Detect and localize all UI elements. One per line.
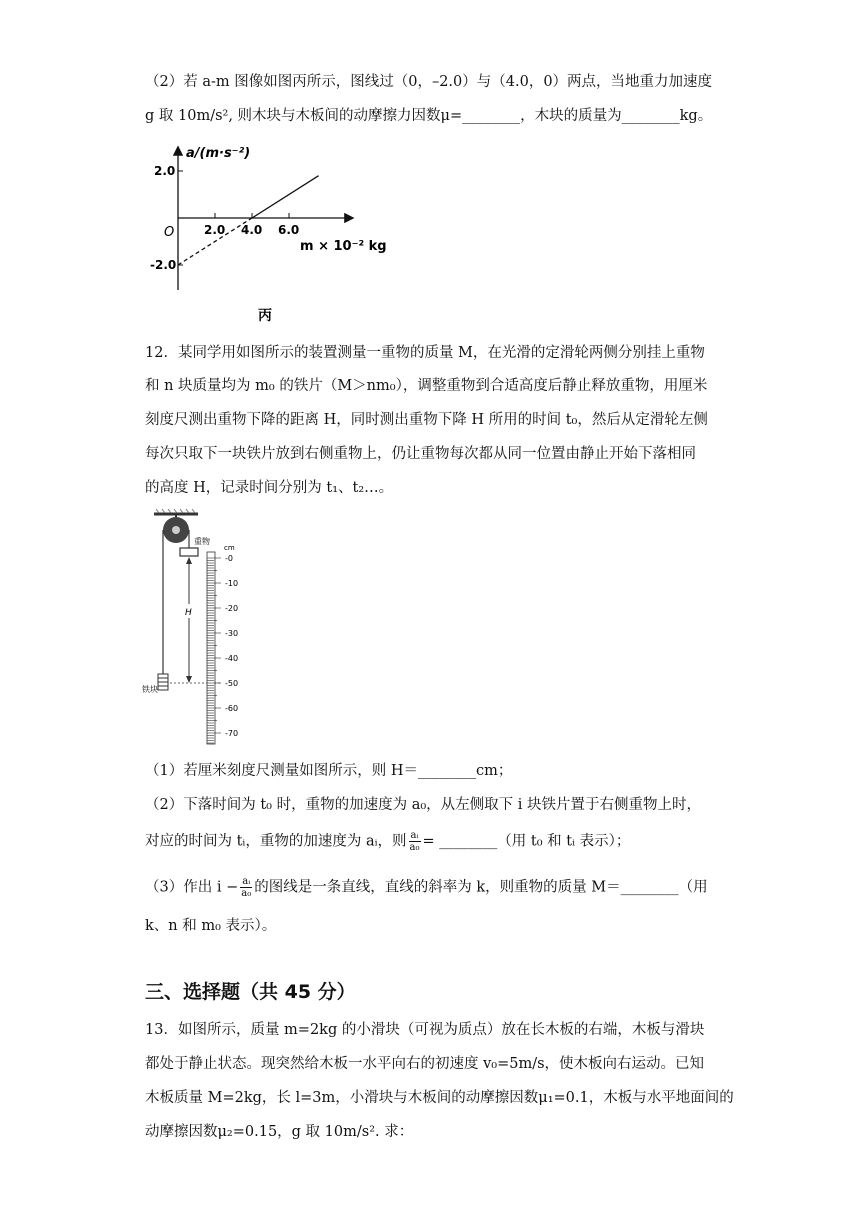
x-tick-label-1: 4.0 <box>241 223 263 237</box>
solid-segment <box>252 176 319 218</box>
x-axis-label: m × 10⁻² kg <box>300 239 387 254</box>
q12-part3-line1: （3）作出 i − $\frac{\text{aᵢ}}{\text{a₀}}$ 的图线是一条直线，直线的斜率为 k，则重物的质量 M＝________（用 <box>145 876 708 899</box>
iron-label: 铁块 <box>142 685 158 694</box>
weight-block <box>180 548 198 556</box>
y-tick-label-1: -2.0 <box>150 258 177 272</box>
q12-line5: 的高度 H，记录时间分别为 t₁、t₂…。 <box>145 480 394 496</box>
weight-label: 重物 <box>194 537 210 546</box>
q11-part2-line1: （2）若 a-m 图像如图丙所示，图线过（0，–2.0）与（4.0，0）两点，当地重力加速度 <box>145 74 713 90</box>
ruler-tick-label-3: -30 <box>225 629 239 638</box>
apparatus-figure <box>140 508 250 748</box>
origin-label: O <box>164 225 175 240</box>
q13-line3: 木板质量 M=2kg，长 l=3m，小滑块与木板间的动摩擦因数μ₁=0.1，木板与水平地面间的 <box>145 1090 734 1106</box>
q13-line4: 动摩擦因数μ₂=0.15，g 取 10m/s². 求： <box>145 1124 414 1140</box>
section-title: 三、选择题（共 45 分） <box>145 981 356 1003</box>
q12-part2-line1: （2）下落时间为 t₀ 时，重物的加速度为 a₀，从左侧取下 i 块铁片置于右侧重物上时， <box>145 797 702 813</box>
q12-line2: 和 n 块质量均为 m₀ 的铁片（M＞nm₀），调整重物到合适高度后静止释放重物，用厘米 <box>145 378 708 394</box>
q13-line1: 13．如图所示，质量 m=2kg 的小滑块（可视为质点）放在长木板的右端，木板与滑块 <box>145 1022 705 1038</box>
h-label: H <box>185 608 192 618</box>
ruler-tick-label-7: -70 <box>225 729 239 738</box>
unit-label: cm <box>224 544 235 552</box>
ruler-tick-label-1: -10 <box>225 579 239 588</box>
q12-part2-line2: 对应的时间为 tᵢ，重物的加速度为 aᵢ，则 $\frac{\text{aᵢ}}{\text{a₀}}$ = ________（用 t₀ 和 tᵢ 表示）； <box>145 830 631 853</box>
ruler-tick-label-2: -20 <box>225 604 239 613</box>
q11-part2-line2: g 取 10m/s², 则木块与木板间的动摩擦力因数μ=________，木块的质量为________kg。 <box>145 108 713 124</box>
q12-part1: （1）若厘米刻度尺测量如图所示，则 H＝________cm； <box>145 763 513 779</box>
graph-a-m <box>150 140 390 325</box>
x-tick-label-2: 6.0 <box>278 223 300 237</box>
ruler-tick-label-6: -60 <box>225 704 239 713</box>
ruler-tick-label-5: -50 <box>225 679 239 688</box>
y-tick-label-0: 2.0 <box>154 164 176 178</box>
q12-line4: 每次只取下一块铁片放到右侧重物上，仍让重物每次都从同一位置由静止开始下落相同 <box>145 446 696 462</box>
q12-line1: 12．某同学用如图所示的装置测量一重物的质量 M，在光滑的定滑轮两侧分别挂上重物 <box>145 345 705 361</box>
fraction-ai-a0-2: $\frac{\text{aᵢ}}{\text{a₀}}$ <box>241 876 252 899</box>
iron-pieces <box>158 674 168 690</box>
q12-part3-line2: k、n 和 m₀ 表示）。 <box>145 918 277 934</box>
y-axis-label: a/(m·s⁻²) <box>186 146 251 161</box>
ruler-tick-label-4: -40 <box>225 654 239 663</box>
q12-line3: 刻度尺测出重物下降的距离 H，同时测出重物下降 H 所用的时间 t₀，然后从定滑轮左侧 <box>145 412 708 428</box>
x-tick-label-0: 2.0 <box>204 223 226 237</box>
graph-caption: 丙 <box>258 308 272 324</box>
fraction-ai-a0: $\frac{\text{aᵢ}}{\text{a₀}}$ <box>409 830 420 853</box>
ruler-tick-label-0: -0 <box>225 554 233 563</box>
q13-line2: 都处于静止状态。现突然给木板一水平向右的初速度 v₀=5m/s，使木板向右运动。已知 <box>145 1056 705 1072</box>
